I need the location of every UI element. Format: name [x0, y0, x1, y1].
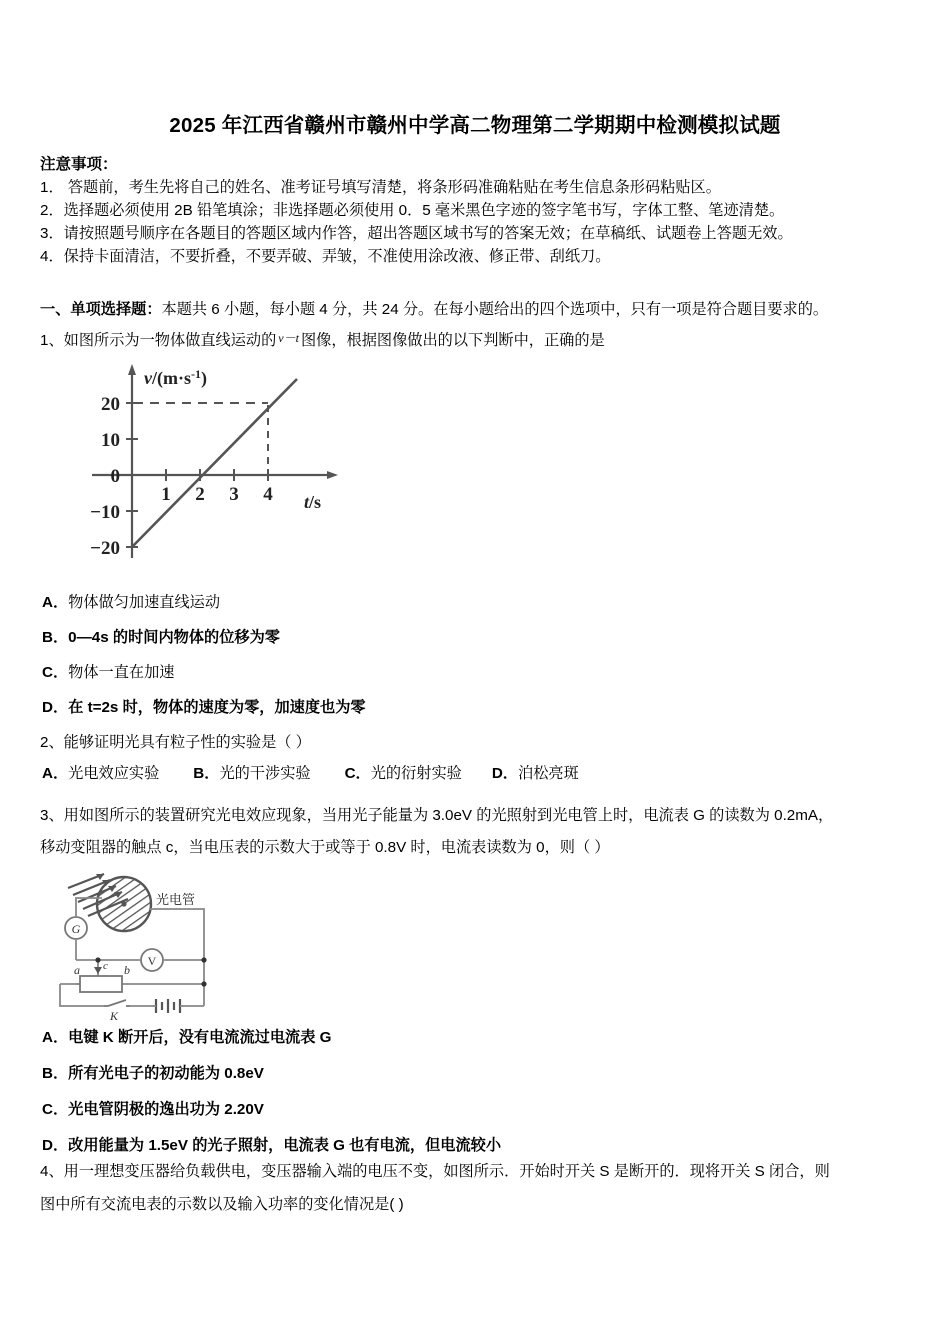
option-d-text: 在 t=2s 时，物体的速度为零，加速度也为零	[68, 699, 366, 716]
rheostat-terminal-b-label: b	[124, 963, 130, 977]
question-3-stem-line-2	[40, 835, 935, 861]
option-a-text: 物体做匀加速直线运动	[68, 594, 221, 611]
question-1-option-c[interactable]	[42, 661, 922, 685]
question-1-option-d[interactable]	[42, 696, 922, 720]
question-4-stem-line-2	[40, 1192, 935, 1218]
option-a-label: A．	[42, 1029, 69, 1046]
question-2-stem	[40, 730, 935, 756]
option-b-label: B．	[193, 765, 220, 782]
option-c-text: 光的衍射实验	[370, 765, 462, 782]
section-heading-text: 本题共 6 小题，每小题 4 分，共 24 分。在每小题给出的四个选项中，只有一项是符合题目要求的。	[161, 301, 829, 318]
question-4-stem-text-1: 用一理想变压器给负载供电，变压器输入端的电压不变，如图所示．开始时开关 S 是断开的．现将开关 S 闭合，则	[63, 1163, 830, 1180]
vt-data-line	[132, 379, 297, 547]
option-c-text: 光电管阴极的逸出功为 2.20V	[68, 1101, 264, 1118]
photocell-label: 光电管	[156, 892, 196, 907]
question-1-stem-before: 如图所示为一物体做直线运动的	[63, 332, 277, 349]
instructions-block	[40, 154, 920, 268]
y-tick-label-20: 20	[101, 394, 120, 415]
question-3-option-d[interactable]	[42, 1134, 922, 1158]
question-4-stem-line-1	[40, 1159, 935, 1185]
x-tick-label-1: 1	[161, 484, 171, 505]
option-b-label: B．	[42, 629, 69, 646]
question-3-stem-text-1: 用如图所示的装置研究光电效应现象，当用光子能量为 3.0eV 的光照射到光电管上时，电流表 G 的读数为 0.2mA，	[63, 807, 834, 824]
option-d-label: D．	[42, 1137, 69, 1154]
question-4-number: 4、	[40, 1163, 64, 1180]
question-1-inline-math: v－t	[278, 331, 299, 345]
option-b-text: 光的干涉实验	[219, 765, 311, 782]
x-tick-label-4: 4	[263, 484, 273, 505]
rheostat-terminal-a-label: a	[74, 963, 80, 977]
option-d-label: D．	[491, 765, 518, 782]
option-a-text: 光电效应实验	[68, 765, 160, 782]
option-b-text: 所有光电子的初动能为 0.8eV	[68, 1065, 264, 1082]
instruction-line-2: 2．选择题必须使用 2B 铅笔填涂；非选择题必须使用 0．5 毫米黑色字迹的签字笔书写，字体工整、笔迹清楚。	[40, 202, 785, 219]
question-2-option-d[interactable]	[492, 762, 579, 786]
rheostat-slider-arrow	[94, 967, 102, 974]
instruction-line-1: 1． 答题前，考生先将自己的姓名、准考证号填写清楚，将条形码准确粘贴在考生信息条形码粘贴区。	[40, 179, 721, 196]
question-4-stem-text-2: 图中所有交流电表的示数以及输入功率的变化情况是( )	[40, 1196, 404, 1213]
x-axis-arrow	[327, 471, 338, 479]
x-tick-label-3: 3	[229, 484, 239, 505]
photocell-anode-dot	[121, 901, 126, 906]
question-3-stem-line-1	[40, 803, 935, 829]
instructions-heading: 注意事项：	[40, 156, 118, 173]
ammeter-label: G	[71, 922, 81, 936]
junction-dot-right-lower	[201, 981, 206, 986]
question-3-stem-text-2: 移动变阻器的触点 c，当电压表的示数大于或等于 0.8V 时，电流表读数为 0，则（ ）	[40, 839, 610, 856]
page-title: 2025 年江西省赣州市赣州中学高二物理第二学期期中检测模拟试题	[169, 114, 781, 137]
x-tick-label-2: 2	[195, 484, 205, 505]
junction-dot-left	[95, 957, 100, 962]
option-c-label: C．	[42, 1101, 69, 1118]
section-heading	[40, 299, 935, 321]
photocell-circuit-svg	[52, 868, 282, 1020]
question-2-option-b[interactable]	[193, 762, 310, 786]
question-1-number: 1、	[40, 332, 64, 349]
y-tick-label-0: 0	[110, 466, 120, 487]
question-2-option-a[interactable]	[42, 762, 159, 786]
y-axis-arrow	[128, 364, 136, 375]
rheostat-icon	[80, 976, 122, 992]
option-d-text: 泊松亮斑	[518, 765, 579, 782]
switch-icon	[104, 1000, 130, 1006]
rheostat-tap-c-label: c	[103, 960, 108, 972]
switch-label: K	[110, 1009, 119, 1020]
instruction-line-4: 4．保持卡面清洁，不要折叠，不要弄破、弄皱，不准使用涂改液、修正带、刮纸刀。	[40, 248, 611, 265]
question-3-number: 3、	[40, 807, 64, 824]
section-heading-prefix: 一、单项选择题：	[40, 301, 162, 318]
option-b-text: 0—4s 的时间内物体的位移为零	[68, 629, 280, 646]
question-1-option-a[interactable]	[42, 591, 922, 615]
y-tick-label-neg10: −10	[90, 502, 120, 523]
option-d-label: D．	[42, 699, 69, 716]
question-1-option-b[interactable]	[42, 626, 922, 650]
figure-photocell-circuit	[52, 868, 282, 1020]
x-axis-title: t/s	[304, 492, 322, 512]
option-a-label: A．	[42, 765, 69, 782]
instruction-line-3: 3．请按照题号顺序在各题目的答题区域内作答，超出答题区域书写的答案无效；在草稿纸、试题卷上答题无效。	[40, 225, 793, 242]
question-3-option-a[interactable]	[42, 1026, 922, 1050]
question-1-stem-after: 图像，根据图像做出的以下判断中，正确的是	[300, 332, 605, 349]
option-b-label: B．	[42, 1065, 69, 1082]
question-3-option-b[interactable]	[42, 1062, 922, 1086]
vt-graph-svg	[52, 358, 372, 573]
voltmeter-label: V	[147, 954, 157, 968]
y-tick-label-10: 10	[101, 430, 120, 451]
option-c-label: C．	[42, 664, 69, 681]
question-2-options-row	[42, 762, 922, 786]
question-3-option-c[interactable]	[42, 1098, 922, 1122]
question-1-stem	[40, 325, 935, 354]
option-c-text: 物体一直在加速	[68, 664, 175, 681]
option-c-label: C．	[344, 765, 371, 782]
option-d-text: 改用能量为 1.5eV 的光子照射，电流表 G 也有电流，但电流较小	[68, 1137, 502, 1154]
junction-dot-right-upper	[201, 957, 206, 962]
y-tick-label-neg20: −20	[90, 538, 120, 559]
question-2-number: 2、	[40, 734, 64, 751]
question-2-option-c[interactable]	[345, 762, 462, 786]
figure-vt-graph	[52, 358, 372, 573]
question-2-stem-text: 能够证明光具有粒子性的实验是（ ）	[63, 734, 311, 751]
battery-icon	[152, 999, 184, 1013]
option-a-label: A．	[42, 594, 69, 611]
y-axis-title: $v/(m\cdot s^{-1})$	[144, 367, 207, 388]
option-a-text: 电键 K 断开后，没有电流流过电流表 G	[68, 1029, 332, 1046]
